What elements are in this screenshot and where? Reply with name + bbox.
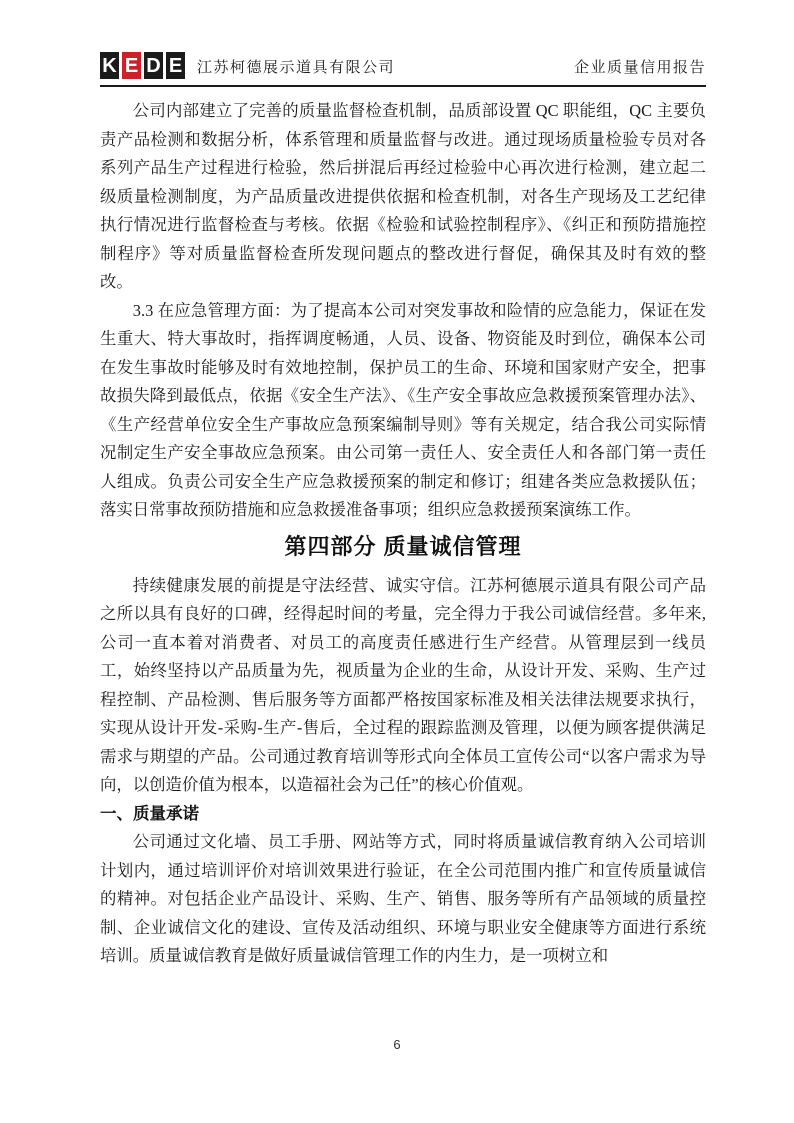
report-title: 企业质量信用报告 xyxy=(573,60,706,76)
page-number: 6 xyxy=(393,1037,401,1052)
paragraph-quality-commitment-training: 公司通过文化墙、员工手册、网站等方式，同时将质量诚信教育纳入公司培训计划内，通过培训评价对培训效果进行验证，在全公司范围内推广和宣传质量诚信的精神。对包括企业产品设计、采购、生产、销售、服务等所有产品领域的质量控制、企业诚信文化的建设、宣传及活动组织、环境与职业安全健康等方面进行系统培训。质量诚信教育是做好质量诚信管理工作的内生力，是一项树立和 xyxy=(100,832,706,965)
logo-letter-e1: E xyxy=(122,52,141,79)
header-rule xyxy=(100,85,706,87)
paragraph-quality-supervision: 公司内部建立了完善的质量监督检查机制，品质部设置 QC 职能组，QC 主要负责产品检测和数据分析，体系管理和质量监督与改进。通过现场质量检验专员对各系列产品生产过程进行检验，然后拼混后再经过检验中心再次进行检测，建立起二级质量检测制度，为产品质量改进提供依据和检查机制，对各生产现场及工艺纪律执行情况进行监督检查与考核。依据《检验和试验控制程序》、《纠正和预防措施控制程序》等对质量监督检查所发现问题点的整改进行督促，确保其及时有效的整改。 xyxy=(100,101,706,291)
logo-letter-e2: E xyxy=(166,52,185,79)
logo-letter-d: D xyxy=(144,52,163,79)
section-heading-part4: 第四部分 质量诚信管理 xyxy=(284,533,522,559)
document-body xyxy=(100,97,706,971)
subsection-heading-quality-commitment: 一、质量承诺 xyxy=(100,804,199,823)
page-footer xyxy=(0,1037,794,1052)
page-header xyxy=(100,52,706,79)
kede-logo xyxy=(100,52,185,79)
company-name: 江苏柯德展示道具有限公司 xyxy=(197,60,396,76)
logo-letter-k: K xyxy=(100,52,119,79)
paragraph-emergency-management: 3.3 在应急管理方面：为了提高本公司对突发事故和险情的应急能力，保证在发生重大、特大事故时，指挥调度畅通，人员、设备、物资能及时到位，确保本公司在发生事故时能够及时有效地控制，保护员工的生命、环境和国家财产安全，把事故损失降到最低点，依据《安全生产法》、《生产安全事故应急救援预案管理办法》、《生产经营单位安全生产事故应急预案编制导则》等有关规定，结合我公司实际情况制定生产安全事故应急预案。由公司第一责任人、安全责任人和各部门第一责任人组成。负责公司安全生产应急救援预案的制定和修订；组建各类应急救援队伍；落实日常事故预防措施和应急救援准备事项；组织应急救援预案演练工作。 xyxy=(100,300,706,519)
paragraph-integrity-intro: 持续健康发展的前提是守法经营、诚实守信。江苏柯德展示道具有限公司产品之所以具有良好的口碑，经得起时间的考量，完全得力于我公司诚信经营。多年来,公司一直本着对消费者、对员工的高度责任感进行生产经营。从管理层到一线员工，始终坚持以产品质量为先，视质量为企业的生命，从设计开发、采购、生产过程控制、产品检测、售后服务等方面都严格按国家标准及相关法律法规要求执行，实现从设计开发-采购-生产-售后，全过程的跟踪监测及管理，以便为顾客提供满足需求与期望的产品。公司通过教育培训等形式向全体员工宣传公司“以客户需求为导向，以创造价值为根本，以造福社会为己任”的核心价值观。 xyxy=(100,575,706,794)
